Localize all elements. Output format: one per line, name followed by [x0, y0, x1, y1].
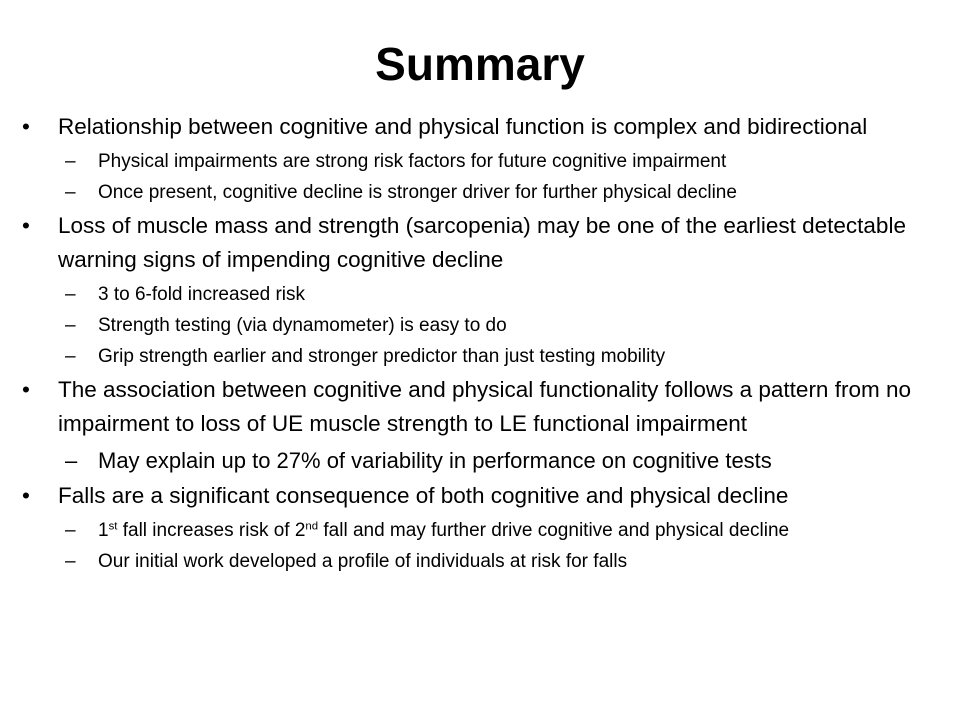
bullet-text: Falls are a significant consequence of both cognitive and physical decline: [58, 483, 789, 508]
bullet-text: Relationship between cognitive and physical function is complex and bidirectional: [58, 114, 868, 139]
bullet-dot-icon: •: [22, 114, 30, 139]
sub-bullet-text: [98, 520, 789, 541]
sub-bullet-item: [20, 147, 945, 176]
bullet-dot-icon: •: [22, 377, 30, 402]
bullet-item: [20, 479, 945, 513]
sub-bullet-item: [20, 178, 945, 207]
dash-icon: –: [65, 182, 76, 203]
dash-icon: –: [65, 315, 76, 336]
sub-bullet-item: [20, 547, 945, 576]
sub-bullet-text-part: fall increases risk of 2: [117, 520, 306, 541]
bullet-dot-icon: •: [22, 213, 30, 238]
sub-bullet-text: 3 to 6-fold increased risk: [98, 284, 305, 305]
sub-bullet-text: Once present, cognitive decline is stronger driver for further physical decline: [98, 182, 737, 203]
dash-icon: –: [65, 284, 76, 305]
bullet-dot-icon: •: [22, 483, 30, 508]
sub-bullet-item: [20, 342, 945, 371]
bullet-item: [20, 209, 945, 277]
dash-icon: –: [65, 448, 78, 473]
sub-bullet-item: [20, 311, 945, 340]
ordinal-suffix: nd: [305, 520, 319, 533]
sub-bullet-text: Grip strength earlier and stronger predictor than just testing mobility: [98, 346, 666, 367]
dash-icon: –: [65, 551, 76, 572]
sub-bullet-item: [20, 444, 945, 477]
ordinal-suffix: st: [108, 520, 118, 533]
dash-icon: –: [65, 346, 76, 367]
dash-icon: –: [65, 520, 76, 541]
sub-bullet-text: Our initial work developed a profile of individuals at risk for falls: [98, 551, 628, 572]
bullet-text: Loss of muscle mass and strength (sarcopenia) may be one of the earliest detectable warning signs of impending cognitive decline: [58, 213, 906, 272]
sub-bullet-text: May explain up to 27% of variability in performance on cognitive tests: [98, 448, 772, 473]
sub-bullet-text: Strength testing (via dynamometer) is easy to do: [98, 315, 507, 336]
bullet-item: [20, 110, 945, 144]
slide-title: Summary: [375, 38, 585, 90]
sub-bullet-item: [20, 516, 945, 545]
sub-bullet-text: Physical impairments are strong risk factors for future cognitive impairment: [98, 151, 727, 172]
bullet-list: [20, 110, 945, 578]
bullet-item: [20, 373, 945, 441]
dash-icon: –: [65, 151, 76, 172]
sub-bullet-item: [20, 280, 945, 309]
sub-bullet-text-part: fall and may further drive cognitive and physical decline: [318, 520, 790, 541]
ordinal-number: 1: [98, 520, 109, 541]
bullet-text: The association between cognitive and physical functionality follows a pattern from no impairment to loss of UE muscle strength to LE functional impairment: [58, 377, 911, 436]
